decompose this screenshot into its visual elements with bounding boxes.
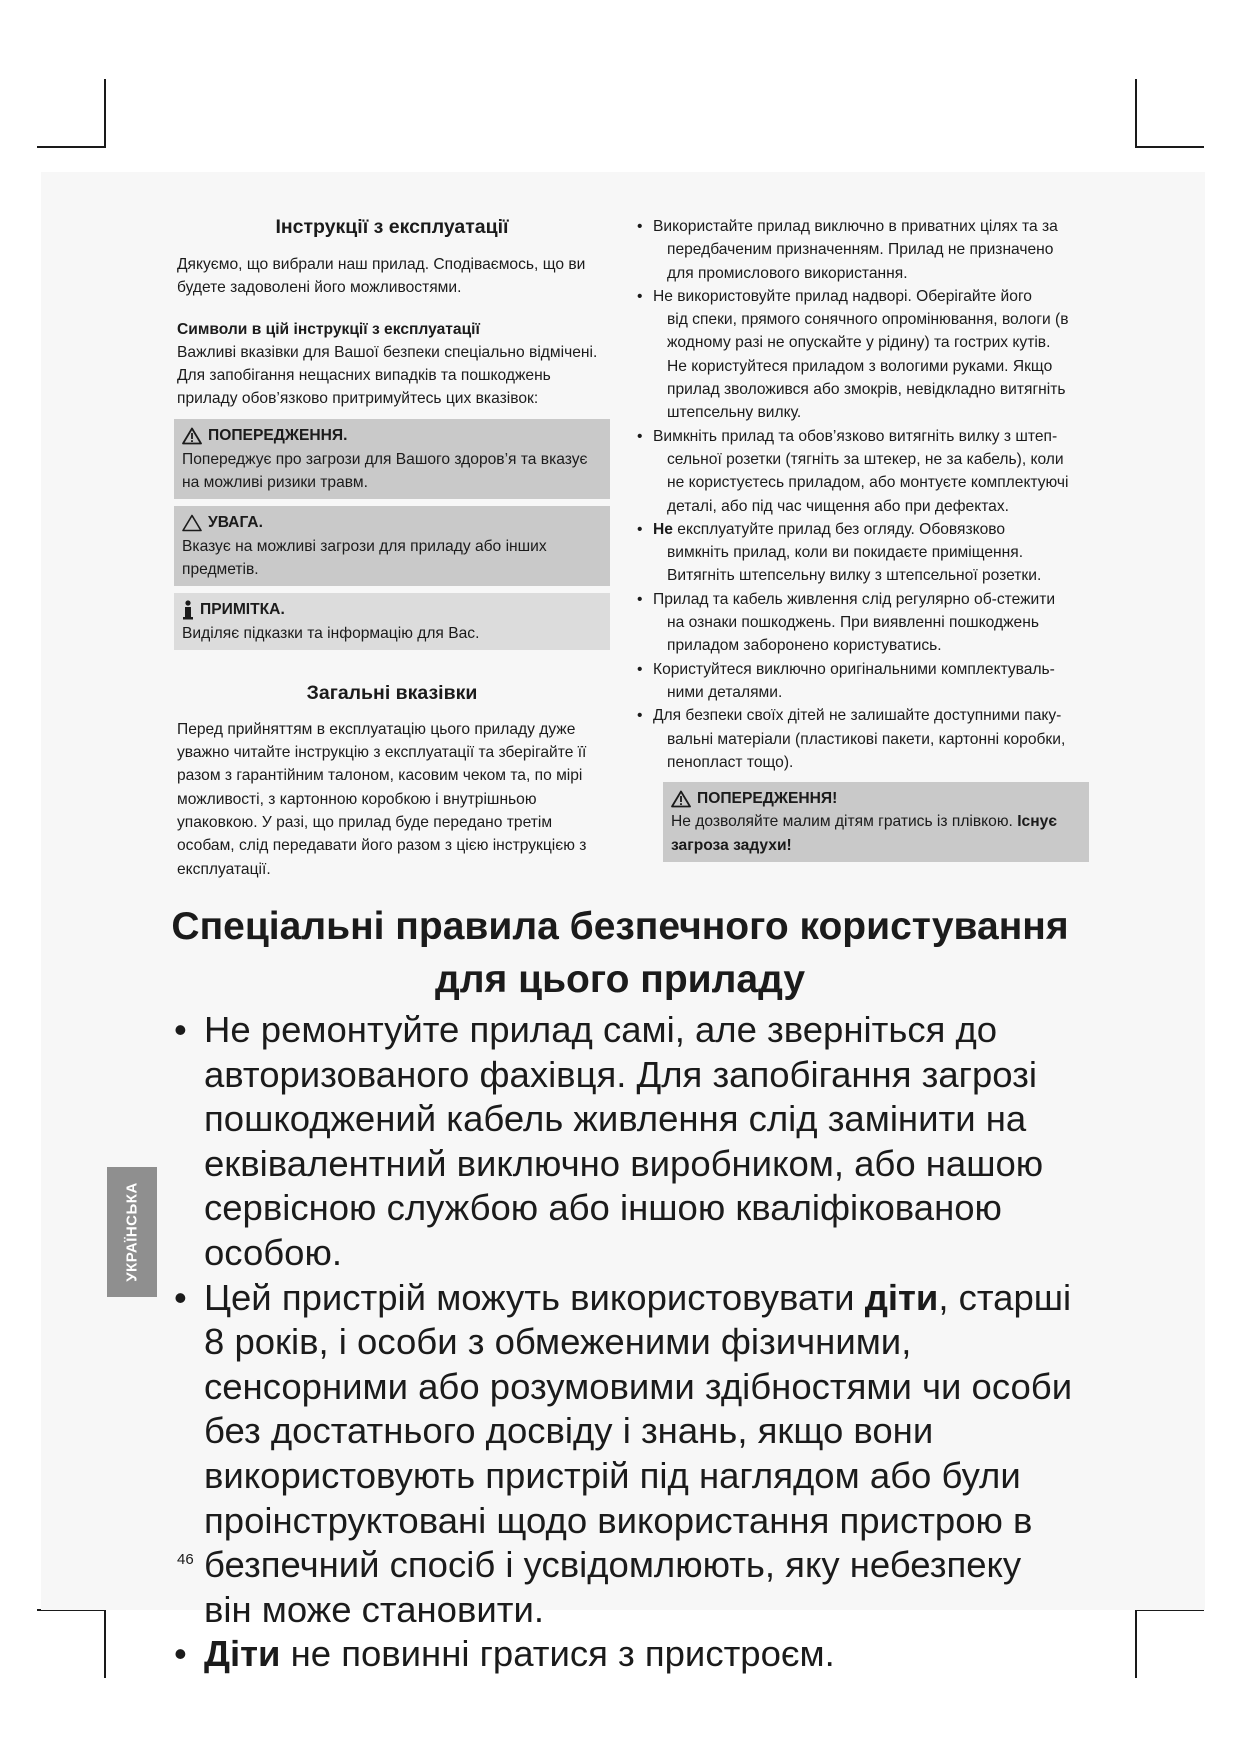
special-rules-heading-line1: Спеціальні правила безпечного користування <box>171 905 1069 948</box>
crop-mark <box>1135 1609 1137 1678</box>
list-item: • Цей пристрій можуть використовувати діти, старші 8 років, і особи з обмеженими фізичними, сенсорними або розумовими здібностями чи особи без достатнього досвіду і знань, якщо вони використовують пристрій під наглядом або були проінструктовані щодо використання пристрою в безпечний спосіб і усвідомлюють, яку небезпеку він може становити. <box>174 1276 1074 1633</box>
list-item: • Використайте прилад виключно в приватних цілях та за передбаченим призначенням. Прилад не призначено для промислового використання. <box>637 215 1072 285</box>
general-paragraph: Перед прийняттям в експлуатацію цього приладу дуже уважно читайте інструкцію з експлуатації та зберігайте її разом з гарантійним талоном, касовим чеком та, по мірі можливості, з картонною коробкою і внутрішньою упаковкою. У разі, що прилад буде передано третім особам, слід передавати його разом з цією інструкцією з експлуатації. <box>177 720 587 878</box>
special-rules-heading <box>170 900 1070 1006</box>
crop-mark <box>104 1609 106 1678</box>
warning-box <box>174 419 610 499</box>
intro-paragraph: Дякуємо, що вибрали наш прилад. Сподіваємось, що ви будете задоволені його можливостями. <box>177 256 586 297</box>
note-box <box>174 593 610 650</box>
language-tab <box>107 1167 157 1297</box>
list-item: • Не ремонтуйте прилад самі, але зверніться до авторизованого фахівця. Для запобігання загрозі пошкоджений кабель живлення слід замінити на еквівалентний виключно виробником, або нашою сервісною службою або іншою кваліфікованою особою. <box>174 1008 1074 1276</box>
packaging-warning-title: ПОПЕРЕДЖЕННЯ! <box>697 790 838 808</box>
language-tab-label: УКРАЇНСЬКА <box>123 1182 141 1282</box>
warning-triangle-icon <box>182 427 202 445</box>
crop-mark <box>1135 146 1204 148</box>
safety-bullet-list <box>637 215 1072 774</box>
list-item: • Вимкніть прилад та обов’язково витягніть вилку з штеп- сельної розетки (тягніть за штекер, не за кабель), коли не користуєтесь приладом, або монтуєте комплектуючі деталі, або під час чищення або при дефектах. <box>637 425 1072 518</box>
page-number: 46 <box>177 1551 194 1568</box>
general-heading: Загальні вказівки <box>306 681 478 704</box>
document-title: Інструкції з експлуатації <box>275 216 509 238</box>
list-item: • Користуйтеся виключно оригінальними комплектуваль- ними деталями. <box>637 658 1072 705</box>
symbols-heading: Символи в цій інструкції з експлуатації <box>177 320 480 338</box>
warning-triangle-icon <box>671 790 691 808</box>
caution-box <box>174 506 610 586</box>
packaging-warning-bold: Існує загроза задухи! <box>671 813 1057 854</box>
list-item: • Для безпеки своїх дітей не залишайте доступними паку- вальні матеріали (пластикові пакети, картонні коробки, пенопласт тощо). <box>637 704 1072 774</box>
list-item: • Прилад та кабель живлення слід регулярно об-стежити на ознаки пошкоджень. При виявленні пошкоджень приладом заборонено користуватись. <box>637 588 1072 658</box>
left-column <box>177 214 607 881</box>
note-box-text: Виділяє підказки та інформацію для Вас. <box>182 624 480 642</box>
special-rules-heading-line2: для цього приладу <box>434 958 806 1001</box>
warning-box-title: ПОПЕРЕДЖЕННЯ. <box>208 427 348 445</box>
packaging-warning-text: Не дозволяйте малим дітям гратись із плівкою. <box>671 813 1013 831</box>
caution-triangle-icon <box>182 514 202 532</box>
note-box-title: ПРИМІТКА. <box>200 601 285 619</box>
warning-box-text: Попереджує про загрози для Вашого здоров’я та вказує на можливі ризики травм. <box>182 450 588 492</box>
special-rules-list <box>174 1008 1074 1677</box>
packaging-warning-box <box>663 782 1089 862</box>
list-item: • Не використовуйте прилад надворі. Оберігайте його від спеки, прямого сонячного опромінювання, вологи (в жодному разі не опускайте у рідину) та гострих кутів. Не користуйтеся приладом з вологими руками. Якщо прилад зволожився або змокрів, невідкладно витягніть штепсельну вилку. <box>637 285 1072 425</box>
crop-mark <box>104 79 106 148</box>
info-icon <box>182 600 194 620</box>
list-item: • Діти не повинні гратися з пристроєм. <box>174 1632 1074 1677</box>
right-column <box>637 215 1072 862</box>
caution-box-text: Вказує на можливі загрози для приладу або інших предметів. <box>182 537 547 578</box>
caution-box-title: УВАГА. <box>208 514 263 532</box>
list-item: • Не експлуатуйте прилад без огляду. Обовязково вимкніть прилад, коли ви покидаєте приміщення. Витягніть штепсельну вилку з штепсельної розетки. <box>637 518 1072 588</box>
crop-mark <box>37 146 106 148</box>
crop-mark <box>1135 79 1137 148</box>
symbols-paragraph: Важливі вказівки для Вашої безпеки спеціально відмічені. Для запобігання нещасних випадків та пошкоджень приладу обов’язково притримуйтесь цих вказівок: <box>177 343 598 408</box>
